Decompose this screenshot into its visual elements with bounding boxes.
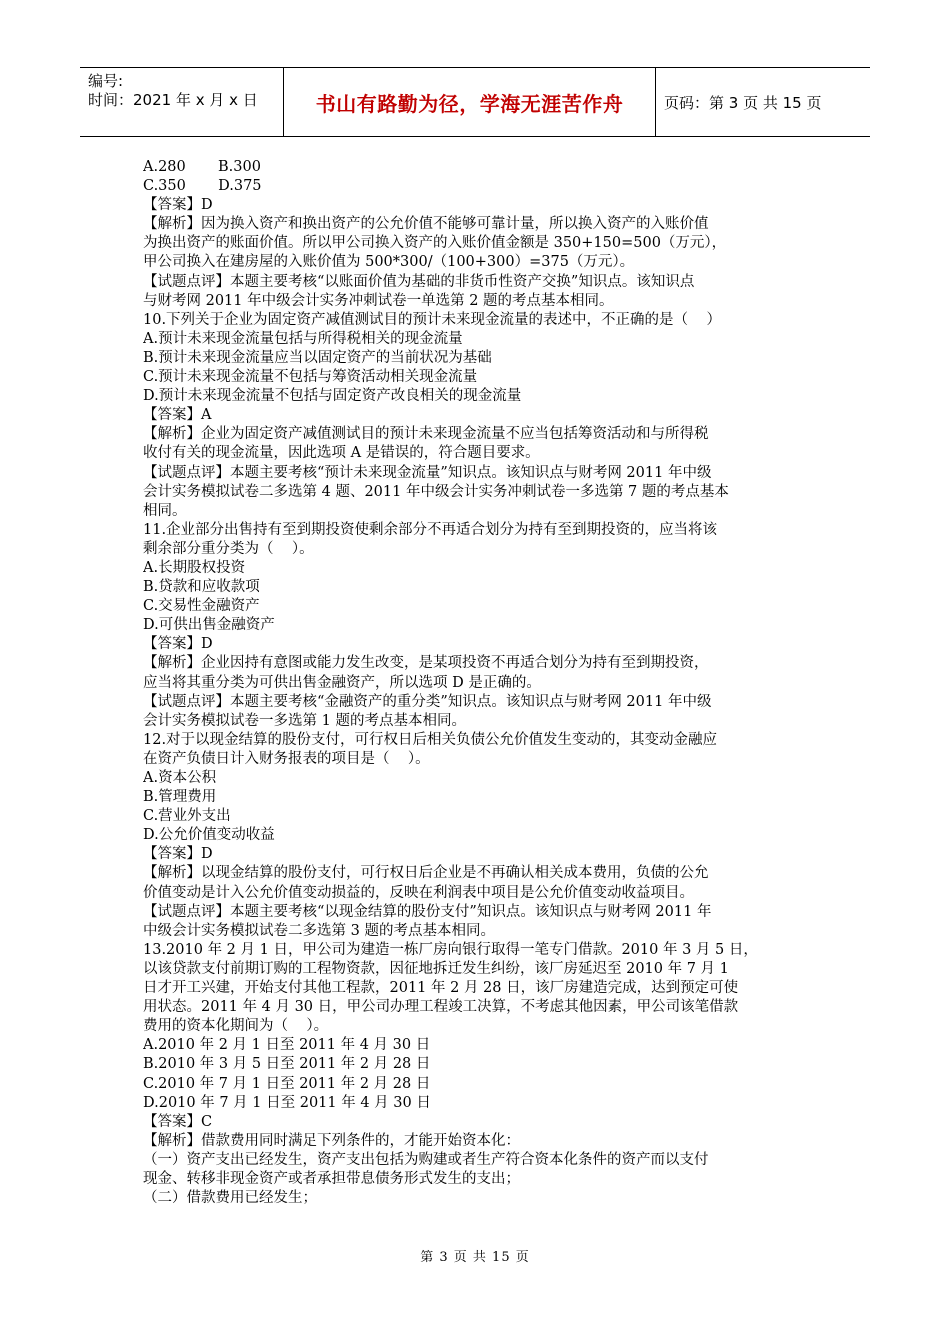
header-motto: 书山有路勤为径，学海无涯苦作舟 [284, 68, 656, 136]
text-line: （一）资产支出已经发生，资产支出包括为购建或者生产符合资本化条件的资产而以支付 [143, 1151, 709, 1168]
text-line: C.交易性金融资产 [143, 598, 260, 615]
document-date: 时间：2021 年 x 月 x 日 [88, 91, 258, 109]
text-line: 【解析】以现金结算的股份支付，可行权日后企业是不再确认相关成本费用，负债的公允 [143, 865, 709, 882]
text-line: 【解析】借款费用同时满足下列条件的，才能开始资本化： [143, 1132, 520, 1149]
text-line: D.可供出售金融资产 [143, 617, 275, 634]
document-body [143, 158, 823, 1208]
text-line: 中级会计实务模拟试卷二多选第 3 题的考点基本相同。 [143, 922, 495, 939]
page-footer: 第 3 页 共 15 页 [420, 1250, 530, 1265]
text-line: 价值变动是计入公允价值变动损益的，反映在利润表中项目是公允价值变动收益项目。 [143, 884, 694, 901]
text-line: 【解析】企业因持有意图或能力发生改变，是某项投资不再适合划分为持有至到期投资， [143, 655, 709, 672]
text-line: 在资产负债日计入财务报表的项目是（ ）。 [143, 750, 430, 767]
text-line: （二）借款费用已经发生； [143, 1190, 317, 1207]
page-header [80, 67, 870, 137]
text-line: 【解析】因为换入资产和换出资产的公允价值不能够可靠计量，所以换入资产的入账价值 [143, 216, 709, 233]
text-line: C.2010 年 7 月 1 日至 2011 年 2 月 28 日 [143, 1075, 431, 1092]
text-line: 【答案】D [143, 846, 213, 863]
text-line: 以该贷款支付前期订购的工程物资款，因征地拆迁发生纠纷，该厂房延迟至 2010 年 7 月 1 [143, 960, 729, 977]
text-line: 相同。 [143, 502, 187, 519]
text-line: C.预计未来现金流量不包括与筹资活动相关现金流量 [143, 369, 478, 386]
text-line: 为换出资产的账面价值。所以甲公司换入资产的入账价值金额是 350+150=500（万元）， [143, 235, 727, 252]
text-line: A.280 B.300 [143, 159, 261, 175]
text-line: 【试题点评】本题主要考核“以账面价值为基础的非货币性资产交换”知识点。该知识点 [143, 273, 695, 290]
text-line: 会计实务模拟试卷一多选第 1 题的考点基本相同。 [143, 712, 466, 729]
text-line: B.管理费用 [143, 789, 217, 806]
text-line: B.贷款和应收款项 [143, 579, 260, 596]
text-line: 费用的资本化期间为（ ）。 [143, 1018, 329, 1035]
text-line: C.营业外支出 [143, 808, 231, 825]
text-line: 会计实务模拟试卷二多选第 4 题、2011 年中级会计实务冲刺试卷一多选第 7 题的考点基本 [143, 483, 729, 500]
text-line: D.公允价值变动收益 [143, 827, 275, 844]
text-line: 日才开工兴建，开始支付其他工程款，2011 年 2 月 28 日，该厂房建造完成，达到预定可使 [143, 980, 739, 997]
text-line: B.2010 年 3 月 5 日至 2011 年 2 月 28 日 [143, 1056, 431, 1073]
text-line: 【答案】D [143, 197, 213, 214]
text-line: 【试题点评】本题主要考核“以现金结算的股份支付”知识点。该知识点与财考网 2011 年 [143, 903, 712, 920]
text-line: 应当将其重分类为可供出售金融资产，所以选项 D 是正确的。 [143, 674, 541, 691]
text-line: 收付有关的现金流量，因此选项 A 是错误的，符合题目要求。 [143, 445, 540, 462]
text-line: 11.企业部分出售持有至到期投资使剩余部分不再适合划分为持有至到期投资的，应当将该 [143, 521, 718, 538]
text-line: 用状态。2011 年 4 月 30 日，甲公司办理工程竣工决算，不考虑其他因素，甲公司该笔借款 [143, 999, 739, 1016]
text-line: 【答案】D [143, 636, 213, 653]
text-line: 【解析】企业为固定资产减值测试目的预计未来现金流量不应当包括筹资活动和与所得税 [143, 426, 709, 443]
text-line: 12.对于以现金结算的股份支付，可行权日后相关负债公允价值发生变动的，其变动金融应 [143, 731, 718, 748]
header-meta [80, 68, 284, 136]
text-line: B.预计未来现金流量应当以固定资产的当前状况为基础 [143, 349, 492, 366]
text-line: A.2010 年 2 月 1 日至 2011 年 4 月 30 日 [143, 1037, 431, 1054]
text-line: 与财考网 2011 年中级会计实务冲刺试卷一单选第 2 题的考点基本相同。 [143, 292, 614, 309]
header-page-info: 页码：第 3 页 共 15 页 [664, 93, 822, 112]
text-line: 【答案】C [143, 1113, 213, 1130]
text-line: 现金、转移非现金资产或者承担带息债务形式发生的支出； [143, 1170, 520, 1187]
text-line: 【答案】A [143, 407, 212, 424]
text-line: 剩余部分重分类为（ ）。 [143, 540, 314, 557]
text-line: A.长期股权投资 [143, 559, 246, 576]
text-line: D.预计未来现金流量不包括与固定资产改良相关的现金流量 [143, 388, 522, 405]
text-line: 甲公司换入在建房屋的入账价值为 500*300/（100+300）=375（万元）。 [143, 254, 635, 271]
text-line: C.350 D.375 [143, 178, 262, 195]
text-line: D.2010 年 7 月 1 日至 2011 年 4 月 30 日 [143, 1094, 431, 1111]
text-line: A.资本公积 [143, 770, 217, 786]
document-number-label: 编号: [88, 72, 124, 90]
text-line: A.预计未来现金流量包括与所得税相关的现金流量 [143, 330, 463, 347]
text-line: 【试题点评】本题主要考核“金融资产的重分类”知识点。该知识点与财考网 2011 年中级 [143, 693, 712, 710]
text-line: 10.下列关于企业为固定资产减值测试目的预计未来现金流量的表述中，不正确的是（ ） [143, 311, 721, 328]
text-line: 【试题点评】本题主要考核“预计未来现金流量”知识点。该知识点与财考网 2011 年中级 [143, 464, 712, 481]
text-line: 13.2010 年 2 月 1 日，甲公司为建造一栋厂房向银行取得一笔专门借款。2010 年 3 月 5 日， [143, 941, 758, 958]
